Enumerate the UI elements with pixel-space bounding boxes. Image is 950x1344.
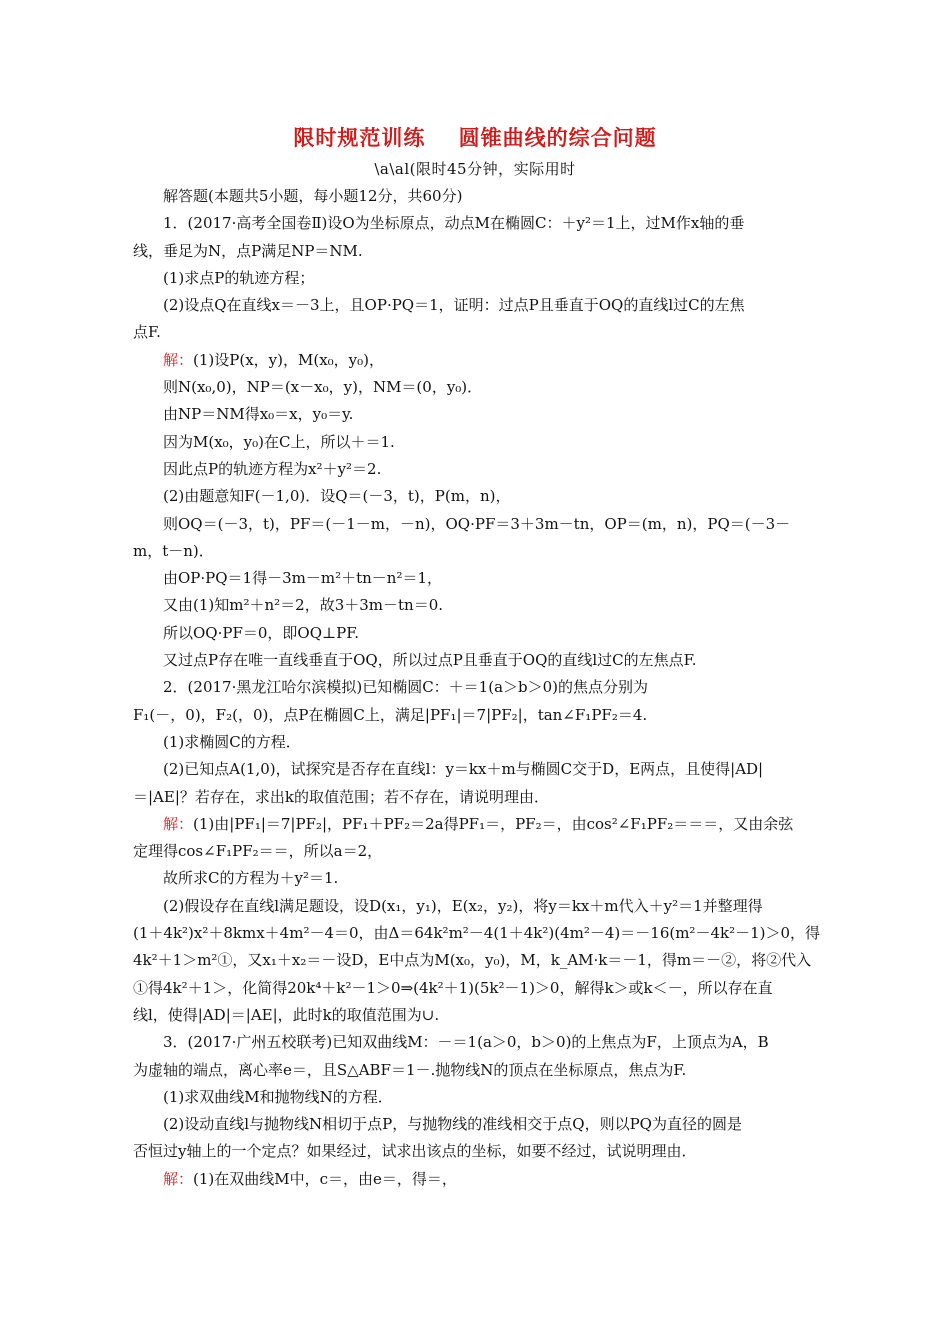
line-text: 故所求C的方程为＋y²＝1. <box>163 869 339 888</box>
solution-label: 解： <box>163 814 194 833</box>
text-line <box>133 1084 839 1111</box>
line-text: (2)设动直线l与抛物线N相切于点P，与抛物线的准线相交于点Q，则以PQ为直径的圆是 <box>163 1115 742 1134</box>
line-text: (1)求双曲线M和抛物线N的方程． <box>163 1087 393 1106</box>
text-line <box>133 401 839 428</box>
line-text: 为虚轴的端点，离心率e＝，且S△ABF＝1－.抛物线N的顶点在坐标原点，焦点为F. <box>133 1060 687 1079</box>
text-line <box>133 238 839 265</box>
text-line <box>133 620 839 647</box>
solution-label: 解： <box>163 350 194 369</box>
line-text: (2)假设存在直线l满足题设，设D(x₁，y₁)，E(x₂，y₂)，将y＝kx＋m代入＋y²＝1并整理得 <box>163 896 763 915</box>
line-text: 4k²＋1＞m²①，又x₁＋x₂＝－设D，E中点为M(x₀，y₀)，M，k_AM·k＝－1，得m＝－②，将②代入 <box>133 951 812 970</box>
page-subtitle: \a\al(限时45分钟，实际用时 <box>374 160 576 178</box>
text-line <box>133 647 839 674</box>
line-text: 由OP·PQ＝1得－3m－m²＋tn－n²＝1， <box>163 569 443 588</box>
line-text: (1)在双曲线M中，c＝，由e＝，得＝， <box>193 1169 457 1188</box>
line-text: 定理得cos∠F₁PF₂＝＝，所以a＝2， <box>133 842 383 861</box>
line-text: 因此点P的轨迹方程为x²＋y²＝2. <box>163 459 382 478</box>
text-line <box>133 183 839 210</box>
text-line <box>133 865 839 892</box>
page-title: 限时规范训练 圆锥曲线的综合问题 <box>293 126 657 150</box>
line-text: 又过点P存在唯一直线垂直于OQ，所以过点P且垂直于OQ的直线l过C的左焦点F. <box>163 651 697 670</box>
line-text: (1)设P(x，y)，M(x₀，y₀)， <box>193 350 385 369</box>
line-text: 由NP＝NM得x₀＝x，y₀＝y. <box>163 405 354 424</box>
text-line <box>133 784 839 811</box>
document-body <box>133 183 839 1193</box>
text-line <box>133 729 839 756</box>
text-line <box>133 265 839 292</box>
text-line <box>133 756 839 783</box>
line-text: (1＋4k²)x²＋8kmx＋4m²－4＝0，由Δ＝64k²m²－4(1＋4k²)(4m²－4)＝－16(m²－4k²－1)＞0，得 <box>133 924 821 943</box>
text-line <box>133 838 839 865</box>
line-text: 线，垂足为N，点P满足NP＝NM. <box>133 241 363 260</box>
line-text: 解答题(本题共5小题，每小题12分，共60分) <box>163 187 463 205</box>
line-text: ①得4k²＋1＞，化简得20k⁴＋k²－1＞0⇒(4k²＋1)(5k²－1)＞0，解得k＞或k＜－，所以存在直 <box>133 978 773 997</box>
text-line <box>133 210 839 237</box>
text-line <box>133 920 839 947</box>
text-line <box>133 975 839 1002</box>
line-text: (2)由题意知F(－1,0)．设Q＝(－3，t)，P(m，n)， <box>163 487 511 506</box>
text-line <box>133 674 839 701</box>
text-line <box>133 893 839 920</box>
line-text: 则N(x₀,0)，NP＝(x－x₀，y)，NM＝(0，y₀)． <box>163 378 483 397</box>
line-text: (2)设点Q在直线x＝－3上，且OP·PQ＝1，证明：过点P且垂直于OQ的直线l过C的左焦 <box>163 296 745 315</box>
solution-label: 解： <box>163 1169 194 1188</box>
text-line <box>133 1002 839 1029</box>
text-line <box>133 483 839 510</box>
text-line <box>133 511 839 538</box>
line-text: F₁(－，0)，F₂(，0)，点P在椭圆C上，满足|PF₁|＝7|PF₂|，tan∠F₁PF₂＝4. <box>133 705 648 724</box>
text-line <box>133 429 839 456</box>
line-text: 因为M(x₀，y₀)在C上，所以＋＝1. <box>163 432 395 451</box>
line-text: m，t－n)． <box>133 541 214 560</box>
text-line <box>133 702 839 729</box>
line-text: (1)求点P的轨迹方程； <box>163 268 315 287</box>
line-text: 点F. <box>133 323 161 342</box>
text-line <box>133 292 839 319</box>
text-line <box>133 1057 839 1084</box>
line-text: 所以OQ·PF＝0，即OQ⊥PF. <box>163 623 360 642</box>
line-text: 线l，使得|AD|＝|AE|，此时k的取值范围为∪. <box>133 1005 440 1024</box>
line-text: 则OQ＝(－3，t)，PF＝(－1－m，－n)，OQ·PF＝3＋3m－tn，OP＝(m，n)，PQ＝(－3－ <box>163 514 791 533</box>
text-line <box>133 1111 839 1138</box>
text-line <box>133 1029 839 1056</box>
text-line <box>133 374 839 401</box>
line-text: 3．(2017·广州五校联考)已知双曲线M：－＝1(a＞0，b＞0)的上焦点为F，上顶点为A，B <box>163 1033 769 1052</box>
line-text: 1．(2017·高考全国卷Ⅱ)设O为坐标原点，动点M在椭圆C：＋y²＝1上，过M作x轴的垂 <box>163 214 745 233</box>
line-text: (1)由|PF₁|＝7|PF₂|，PF₁＋PF₂＝2a得PF₁＝，PF₂＝，由cos²∠F₁PF₂＝＝＝，又由余弦 <box>193 814 794 833</box>
line-text: ＝|AE|？若存在，求出k的取值范围；若不存在，请说明理由． <box>133 787 549 806</box>
text-line <box>133 947 839 974</box>
text-line <box>133 592 839 619</box>
text-line <box>133 456 839 483</box>
text-line <box>133 811 839 838</box>
line-text: 否恒过y轴上的一个定点？如果经过，试求出该点的坐标，如要不经过，试说明理由． <box>133 1142 697 1161</box>
text-line <box>133 1138 839 1165</box>
line-text: 又由(1)知m²＋n²＝2，故3＋3m－tn＝0. <box>163 596 444 615</box>
text-line <box>133 319 839 346</box>
text-line <box>133 1166 839 1193</box>
line-text: 2．(2017·黑龙江哈尔滨模拟)已知椭圆C：＋＝1(a＞b＞0)的焦点分别为 <box>163 678 649 697</box>
text-line <box>133 538 839 565</box>
line-text: (1)求椭圆C的方程． <box>163 732 301 751</box>
line-text: (2)已知点A(1,0)，试探究是否存在直线l：y＝kx＋m与椭圆C交于D，E两点，且使得|AD| <box>163 760 764 779</box>
text-line <box>133 347 839 374</box>
text-line <box>133 565 839 592</box>
